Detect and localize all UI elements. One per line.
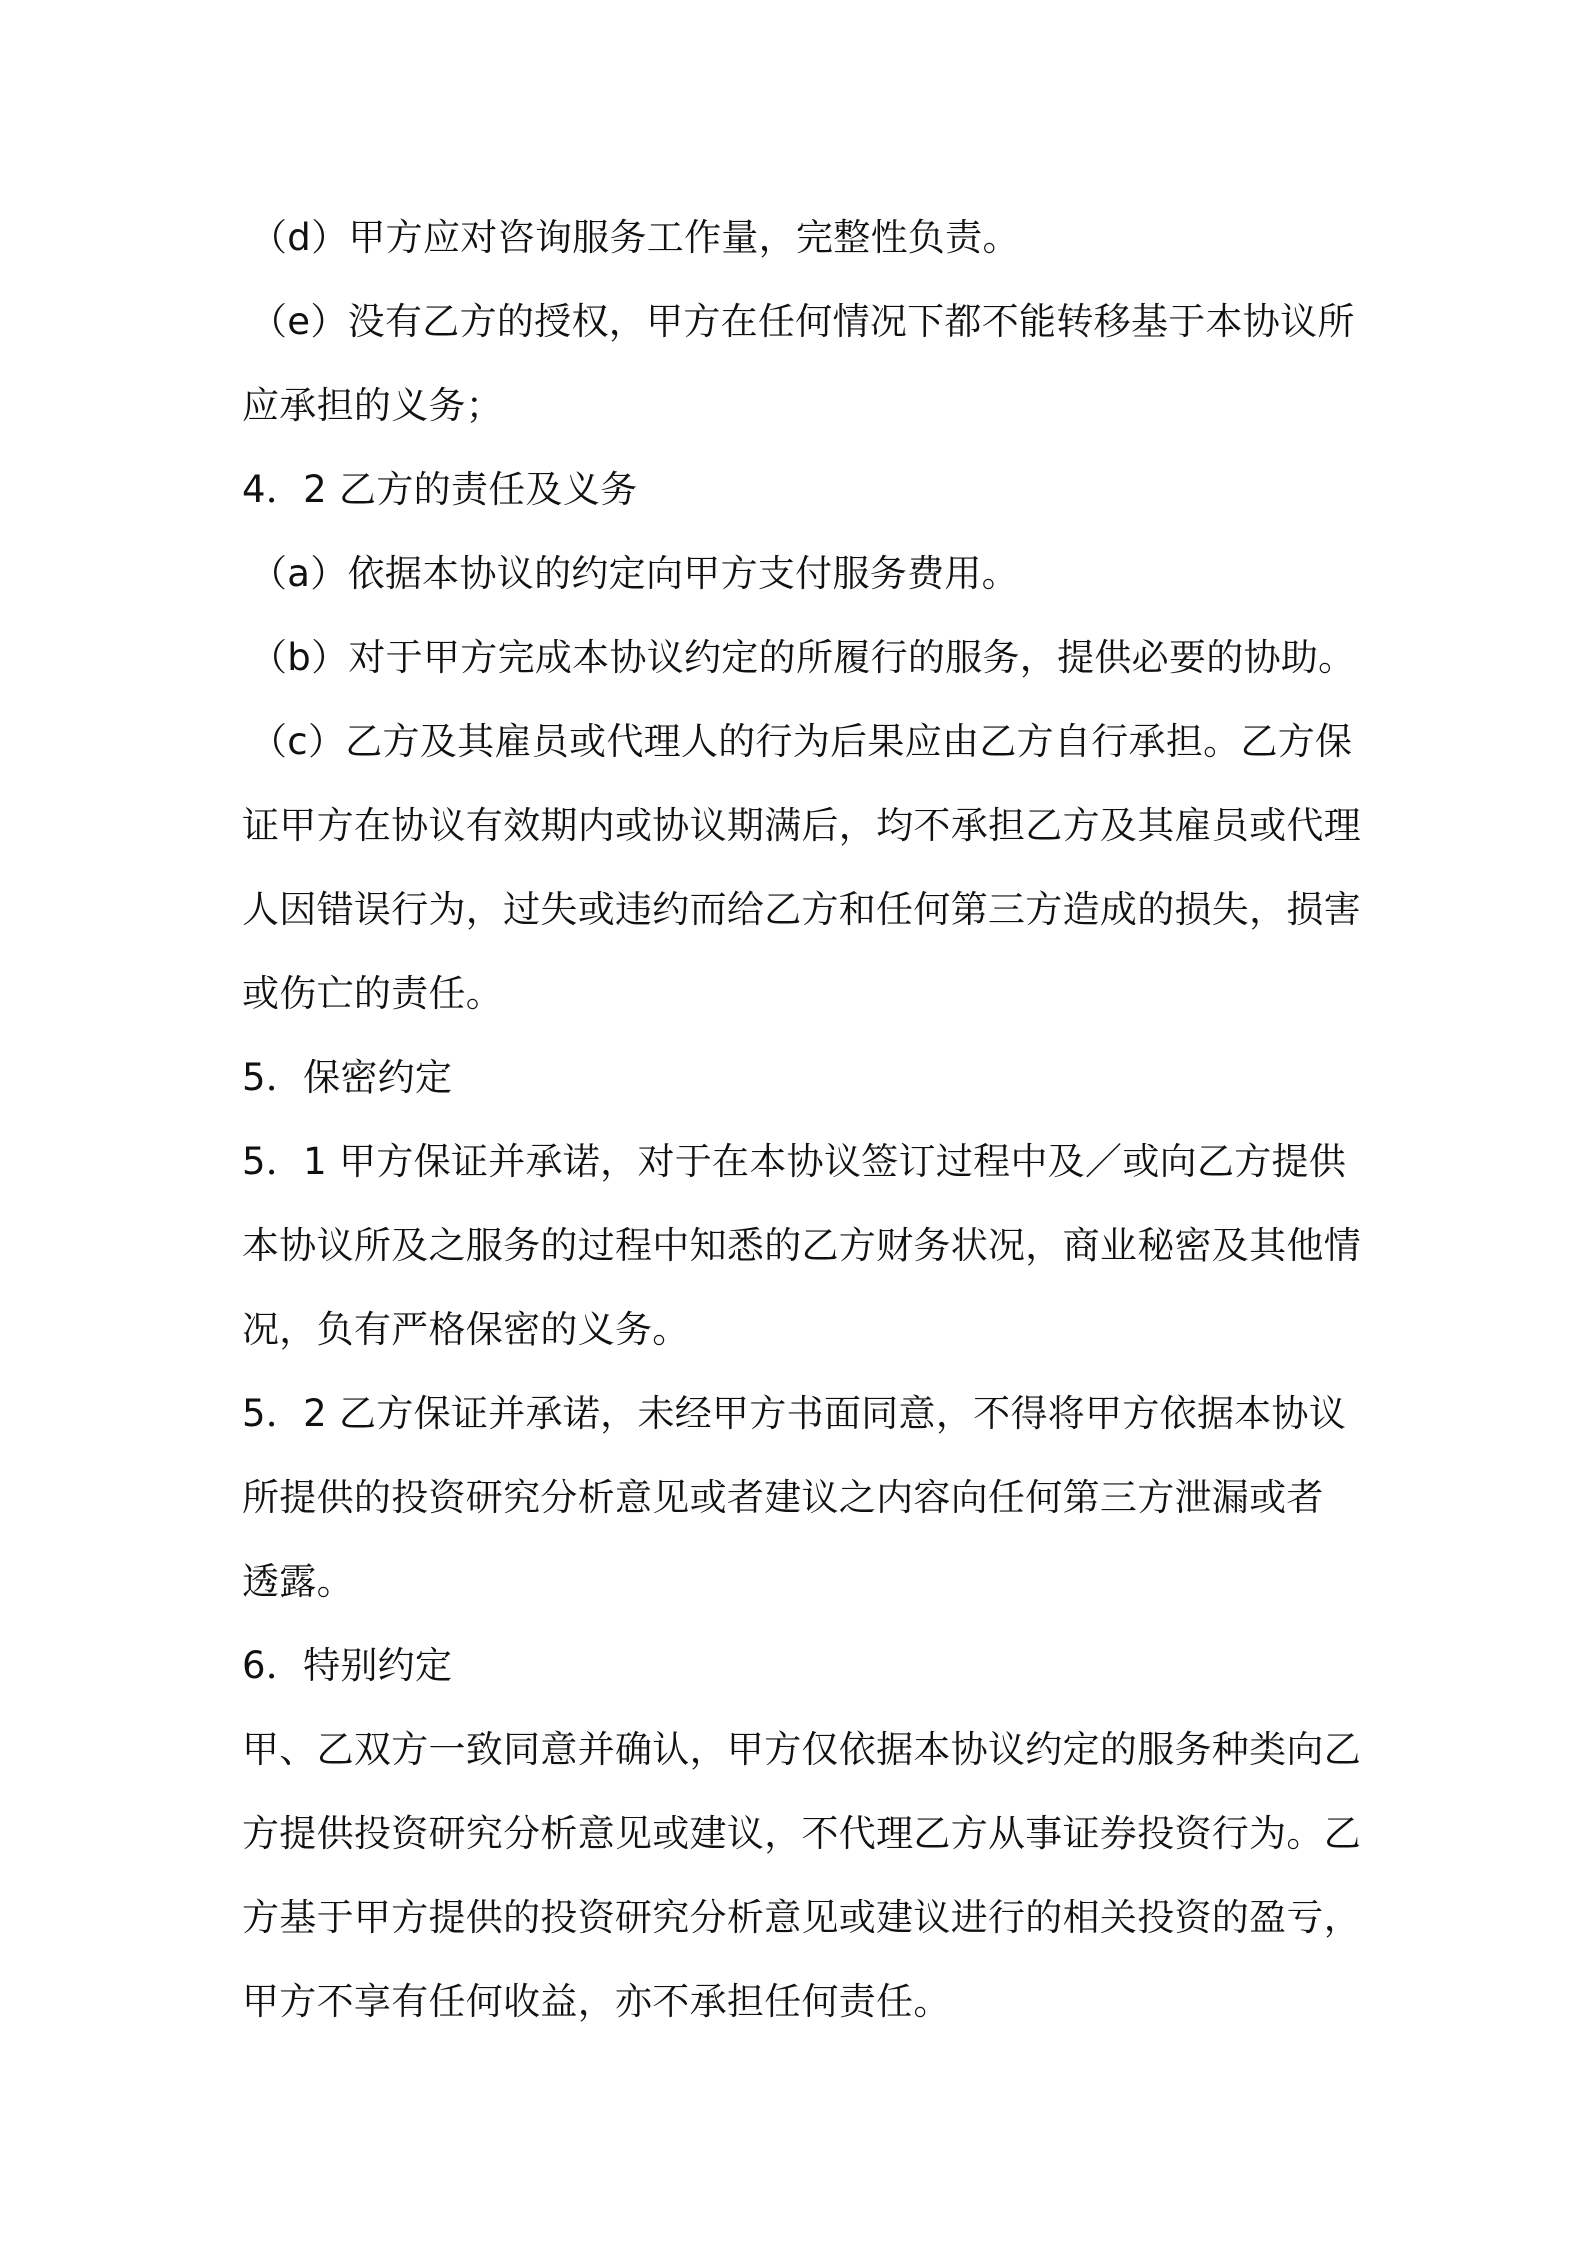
clause-5-2: 5．2 乙方保证并承诺，未经甲方书面同意，不得将甲方依据本协议 [242,1392,1347,1435]
section-5-heading: 5．保密约定 [242,1056,453,1099]
section-6-body: 甲方不享有任何收益，亦不承担任何责任。 [242,1980,951,2023]
clause-4-1-d: （d）甲方应对咨询服务工作量，完整性负责。 [250,216,1020,259]
section-6-body: 方基于甲方提供的投资研究分析意见或建议进行的相关投资的盈亏， [242,1896,1361,1939]
clause-5-2-continued: 透露。 [242,1560,354,1603]
clause-4-1-e: （e）没有乙方的授权，甲方在任何情况下都不能转移基于本协议所 [250,300,1355,343]
clause-5-1-continued: 本协议所及之服务的过程中知悉的乙方财务状况，商业秘密及其他情 [242,1224,1361,1267]
clause-4-2-c: （c）乙方及其雇员或代理人的行为后果应由乙方自行承担。乙方保 [250,720,1353,763]
clause-4-2-c-continued: 证甲方在协议有效期内或协议期满后，均不承担乙方及其雇员或代理 [242,804,1361,847]
document-page [242,196,1362,2044]
clause-4-2-b: （b）对于甲方完成本协议约定的所履行的服务，提供必要的协助。 [250,636,1356,679]
section-6-body: 方提供投资研究分析意见或建议，不代理乙方从事证券投资行为。乙 [242,1812,1361,1855]
section-6-heading: 6．特别约定 [242,1644,453,1687]
section-4-2-heading: 4．2 乙方的责任及义务 [242,468,638,511]
clause-5-2-continued: 所提供的投资研究分析意见或者建议之内容向任何第三方泄漏或者 [242,1476,1324,1519]
clause-4-2-c-continued: 或伤亡的责任。 [242,972,504,1015]
clause-4-2-c-continued: 人因错误行为，过失或违约而给乙方和任何第三方造成的损失，损害 [242,888,1361,931]
clause-5-1: 5．1 甲方保证并承诺，对于在本协议签订过程中及／或向乙方提供 [242,1140,1347,1183]
clause-4-1-e-continued: 应承担的义务； [242,384,504,427]
clause-5-1-continued: 况，负有严格保密的义务。 [242,1308,690,1351]
section-6-body: 甲、乙双方一致同意并确认，甲方仅依据本协议约定的服务种类向乙 [242,1728,1361,1771]
clause-4-2-a: （a）依据本协议的约定向甲方支付服务费用。 [250,552,1019,595]
